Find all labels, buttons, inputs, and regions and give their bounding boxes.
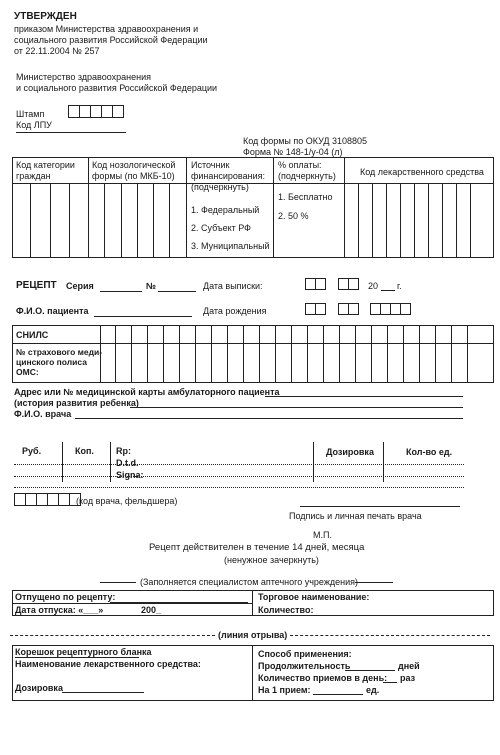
payment-free[interactable]: 1. Бесплатно (278, 192, 333, 202)
recipe-label: РЕЦЕПТ (16, 280, 57, 291)
lpu-code-line (16, 132, 126, 133)
ministry-line-2: и социального развития Российской Федерации (16, 83, 218, 93)
snils-cell-divider (179, 325, 180, 383)
order-line-1: приказом Министерства здравоохранения и (14, 24, 199, 34)
trade-name-label: Торговое наименование: (258, 592, 370, 602)
tear-line-label: (линия отрыва) (218, 630, 288, 640)
snils-cell-divider (259, 325, 260, 383)
rp-label: Rp: (116, 446, 131, 456)
ministry-line-1: Министерство здравоохранения (16, 72, 151, 82)
col-nosology-code: Код нозологической формы (по МКБ-10) (92, 160, 176, 181)
col-payment-title: % оплаты: (подчеркнуть) (278, 160, 336, 181)
code-cell[interactable] (137, 183, 138, 258)
doctor-label: Ф.И.О. врача (14, 409, 72, 419)
note-dash (100, 582, 136, 583)
kop-label: Коп. (75, 446, 94, 456)
signa-label: Signa: (116, 470, 144, 480)
oms-label-2: цинского полиса (16, 357, 87, 367)
pharmacy-note: (Заполняется специалистом аптечного учреждения) (140, 577, 358, 587)
release-date-suffix: 200_ (141, 605, 162, 615)
validity-line-1: Рецепт действителен в течение 14 дней, месяца (149, 542, 365, 553)
code-cell[interactable] (400, 183, 401, 258)
address-field-2[interactable] (130, 407, 463, 408)
form-number: Форма № 148-1/у-04 (л) (243, 147, 343, 157)
financing-federal[interactable]: 1. Федеральный (191, 205, 260, 215)
payment-50[interactable]: 2. 50 % (278, 211, 309, 221)
code-cell[interactable] (414, 183, 415, 258)
okud-code: Код формы по ОКУД 3108805 (243, 136, 368, 146)
patient-name-field[interactable] (94, 316, 192, 317)
doctor-code-cells[interactable] (14, 493, 80, 506)
doctor-field[interactable] (75, 418, 463, 419)
stub-units-label: ед. (366, 685, 380, 695)
number-field[interactable] (158, 291, 196, 292)
code-cell[interactable] (169, 183, 170, 258)
stub-method-label: Способ применения: (258, 649, 352, 659)
snils-cell-divider (195, 325, 196, 383)
table-divider (273, 157, 274, 258)
tear-line-right (290, 635, 490, 636)
released-label: Отпущено по рецепту: (15, 592, 116, 602)
rx-row-line[interactable] (14, 476, 464, 477)
code-cell[interactable] (386, 183, 387, 258)
year-field[interactable] (381, 290, 395, 291)
snils-cell-divider (163, 325, 164, 383)
stub-duration-label: Продолжительность (258, 661, 351, 671)
snils-cell-divider (435, 325, 436, 383)
series-label: Серия (66, 281, 94, 291)
code-cell[interactable] (470, 183, 471, 258)
oms-label-3: ОМС: (16, 367, 39, 377)
snils-cell-divider (371, 325, 372, 383)
stub-days-label: дней (398, 661, 420, 671)
issue-month-cells[interactable] (338, 278, 358, 290)
stub-dosage-field[interactable] (62, 692, 144, 693)
quantity-label: Кол-во ед. (406, 447, 453, 457)
snils-cell-divider (339, 325, 340, 383)
validity-line-2: (ненужное зачеркнуть) (224, 555, 319, 565)
stub-divider (252, 645, 253, 701)
order-line-3: от 22.11.2004 № 257 (14, 46, 100, 56)
col-financing-title: Источник финансирования: (подчеркнуть) (191, 160, 265, 192)
issue-date-label: Дата выписки: (203, 281, 263, 291)
signature-label: Подпись и личная печать врача (289, 511, 422, 521)
dosage-label: Дозировка (326, 447, 374, 457)
code-cell[interactable] (442, 183, 443, 258)
snils-cell-divider (115, 325, 116, 383)
dtd-label: D.t.d. (116, 458, 139, 468)
snils-cell-divider (355, 325, 356, 383)
code-cell[interactable] (121, 183, 122, 258)
tear-line-left (10, 635, 215, 636)
snils-label: СНИЛС (16, 330, 49, 340)
code-cell[interactable] (69, 183, 70, 258)
stamp-cells[interactable] (68, 105, 123, 118)
lpu-code-label: Код ЛПУ (16, 120, 52, 130)
rx-row-line[interactable] (14, 464, 464, 465)
issue-day-cells[interactable] (305, 278, 325, 290)
pharmacy-divider (252, 590, 253, 616)
stub-times-field[interactable] (383, 682, 397, 683)
financing-municipal[interactable]: 3. Муниципальный (191, 241, 270, 251)
stub-duration-field[interactable] (345, 670, 395, 671)
address-field[interactable] (265, 396, 463, 397)
birth-month-cells[interactable] (338, 303, 358, 315)
number-label: № (146, 281, 157, 291)
code-cell[interactable] (372, 183, 373, 258)
table-divider (186, 157, 187, 258)
doctor-code-label: (код врача, фельдшера) (76, 496, 178, 506)
year-suffix: г. (397, 281, 402, 291)
snils-cell-divider (243, 325, 244, 383)
snils-cell-divider (387, 325, 388, 383)
code-cell[interactable] (50, 183, 51, 258)
snils-cell-divider (131, 325, 132, 383)
snils-cell-divider (467, 325, 468, 383)
snils-cell-divider (307, 325, 308, 383)
snils-cell-divider (227, 325, 228, 383)
stub-per-dose-label: На 1 прием: (258, 685, 311, 695)
stub-title-underline (15, 657, 139, 658)
stub-per-dose-field[interactable] (313, 694, 363, 695)
snils-cell-divider (323, 325, 324, 383)
stub-times-label: Количество приемов в день: (258, 673, 388, 683)
series-field[interactable] (100, 291, 142, 292)
pharmacy-quantity-label: Количество: (258, 605, 314, 615)
oms-label-1: № страхового меди- (16, 347, 103, 357)
code-cell[interactable] (153, 183, 154, 258)
code-cell[interactable] (358, 183, 359, 258)
year-prefix: 20 (368, 281, 379, 291)
code-cell[interactable] (456, 183, 457, 258)
birth-day-cells[interactable] (305, 303, 325, 315)
col-drug-code: Код лекарственного средства (360, 167, 484, 177)
released-field[interactable] (110, 602, 248, 603)
rx-row-line[interactable] (14, 487, 464, 488)
snils-cell-divider (147, 325, 148, 383)
code-cell[interactable] (428, 183, 429, 258)
birth-date-label: Дата рождения (203, 306, 267, 316)
stub-drug-name-label: Наименование лекарственного средства: (15, 659, 201, 669)
patient-label: Ф.И.О. пациента (16, 306, 89, 316)
snils-cell-divider (451, 325, 452, 383)
snils-cell-divider (291, 325, 292, 383)
col-category-code: Код категории граждан (16, 160, 75, 181)
mp-label: М.П. (313, 530, 332, 540)
code-cell[interactable] (30, 183, 31, 258)
note-dash (355, 582, 393, 583)
signature-line[interactable] (300, 506, 460, 507)
stub-times-unit: раз (400, 673, 416, 683)
release-date-prefix: Дата отпуска: «___» (15, 605, 104, 615)
snils-cell-divider (419, 325, 420, 383)
code-cell[interactable] (104, 183, 105, 258)
stub-dosage-label: Дозировка (15, 683, 63, 693)
stamp-label: Штамп (16, 109, 45, 119)
order-line-2: социального развития Российской Федерации (14, 35, 208, 45)
table-divider (344, 157, 345, 258)
pharmacy-row-line (12, 603, 252, 604)
address-label: Адрес или № медицинской карты амбулаторного пациента (14, 387, 280, 397)
table-divider (88, 157, 89, 258)
rub-label: Руб. (22, 446, 42, 456)
financing-region[interactable]: 2. Субъект РФ (191, 223, 251, 233)
history-label: (история развития ребенка) (14, 398, 139, 408)
snils-cell-divider (403, 325, 404, 383)
snils-cell-divider (211, 325, 212, 383)
birth-year-cells[interactable] (370, 303, 410, 315)
grid-row-divider (12, 343, 494, 344)
snils-cell-divider (275, 325, 276, 383)
approved-heading: УТВЕРЖДЕН (14, 11, 77, 22)
stub-title: Корешок рецептурного бланка (15, 647, 152, 657)
